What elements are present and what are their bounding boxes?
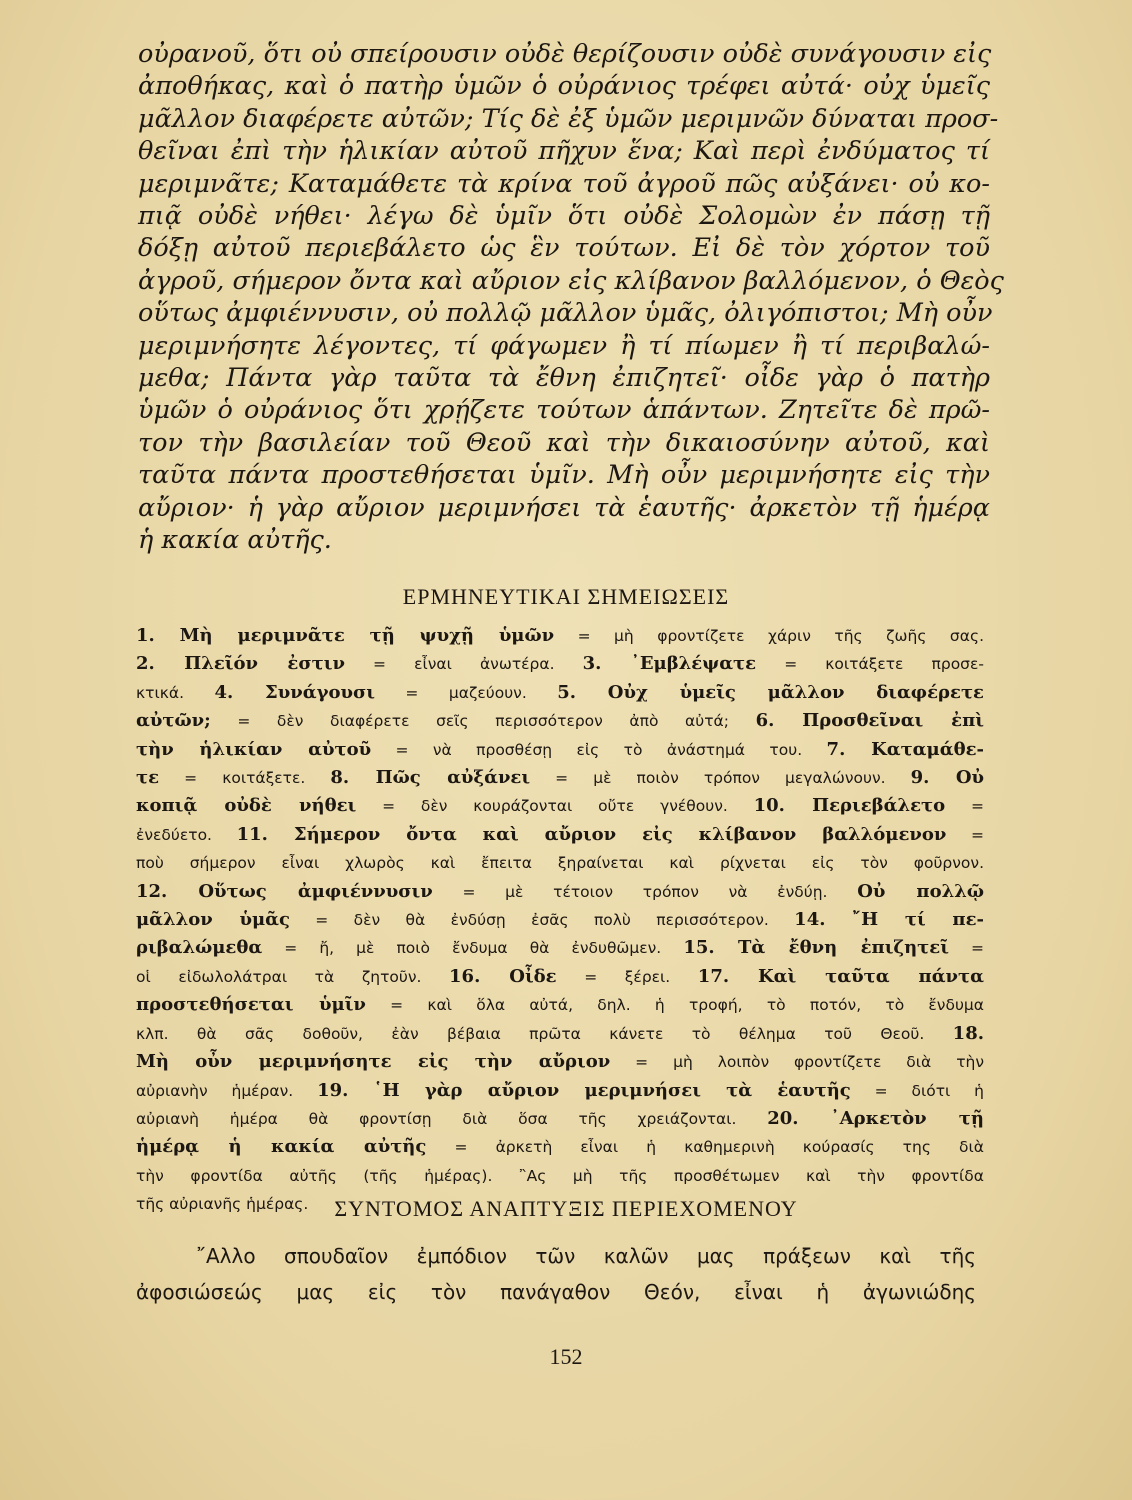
note-term: 8. Πῶς αὐξάνει <box>330 767 531 789</box>
notes-heading: ΕΡΜΗΝΕΥΤΙΚΑΙ ΣΗΜΕΙΩΣΕΙΣ <box>402 584 730 609</box>
note-line <box>136 1105 984 1133</box>
note-term: 1. Μὴ μεριμνᾶτε τῇ ψυχῇ ὑμῶν <box>136 625 555 646</box>
note-line <box>136 1020 984 1048</box>
note-gloss: = καὶ ὅλα αὐτά, δηλ. ἡ τροφή, τὸ ποτόν, τὸ ἔνδυμα <box>365 996 984 1015</box>
note-term: προστεθήσεται ὑμῖν <box>136 994 366 1016</box>
content-summary <box>136 1238 976 1310</box>
note-term: ριβαλώμεθα <box>136 937 263 959</box>
note-term: 20. ᾿Αρκετὸν τῇ <box>767 1107 984 1129</box>
note-gloss: κτικά. <box>136 683 215 702</box>
note-line <box>136 736 984 764</box>
scripture-line: τον τὴν βασιλείαν τοῦ Θεοῦ καὶ τὴν δικαιοσύνην αὐτοῦ, καὶ <box>138 427 990 458</box>
note-gloss: = νὰ προσθέσῃ εἰς τὸ ἀνάστημά του. <box>371 740 827 759</box>
note-term: 16. Οἶδε <box>449 965 557 987</box>
scripture-line: μεριμνᾶτε; Καταμάθετε τὰ κρίνα τοῦ ἀγροῦ πῶς αὐξάνει· οὐ κο- <box>138 168 990 199</box>
scripture-line: μεθα; Πάντα γὰρ ταῦτα τὰ ἔθνη ἐπιζητεῖ· οἶδε γὰρ ὁ πατὴρ <box>138 363 990 394</box>
note-line <box>136 792 984 820</box>
note-line <box>136 906 984 934</box>
summary-heading: ΣΥΝΤΟΜΟΣ ΑΝΑΠΤΥΞΙΣ ΠΕΡΙΕΧΟΜΕΝΟΥ <box>334 1196 798 1221</box>
note-gloss: = δὲν διαφέρετε σεῖς περισσότερον ἀπὸ αὐτά; <box>210 712 756 731</box>
note-gloss: = μὲ ποιὸν τρόπον μεγαλώνουν. <box>530 769 911 788</box>
scripture-line: ταῦτα πάντα προστεθήσεται ὑμῖν. Μὴ οὖν μεριμνήσητε εἰς τὴν <box>138 460 990 491</box>
note-gloss: = ἤ, μὲ ποιὸ ἔνδυμα θὰ ἐνδυθῶμεν. <box>262 939 684 958</box>
note-term: τε <box>136 767 160 789</box>
note-gloss: = δὲν κουράζονται οὔτε γνέθουν. <box>356 797 754 816</box>
summary-line: ῎Αλλο σπουδαῖον ἐμπόδιον τῶν καλῶν μας πράξεων καὶ τῆς <box>196 1244 976 1268</box>
note-line <box>136 821 984 849</box>
note-gloss: τῆς αὐριανῆς ἡμέρας. <box>136 1195 309 1214</box>
note-line <box>136 1048 984 1076</box>
note-line <box>136 849 984 877</box>
note-gloss: = εἶναι ἀνωτέρα. <box>344 655 583 674</box>
note-term: κοπιᾷ οὐδὲ νήθει <box>136 795 357 817</box>
scripture-line: ἀποθήκας, καὶ ὁ πατὴρ ὑμῶν ὁ οὐράνιος τρέφει αὐτά· οὐχ ὑμεῖς <box>138 71 990 102</box>
note-line <box>136 963 984 991</box>
page-number: 152 <box>549 1344 583 1369</box>
note-line <box>136 1133 984 1161</box>
note-term: ἡμέρᾳ ἡ κακία αὐτῆς <box>136 1136 427 1158</box>
note-term: 15. Τὰ ἔθνη ἐπιζητεῖ <box>683 937 949 959</box>
note-term: 4. Συνάγουσι <box>214 681 375 703</box>
note-line <box>136 622 984 650</box>
scripture-line: ἡ κακία αὐτῆς. <box>138 525 332 556</box>
note-term: 12. Οὕτως ἀμφιέννυσιν <box>136 880 433 902</box>
note-gloss: = <box>945 797 984 816</box>
explanatory-notes <box>136 622 984 1219</box>
scripture-line: ὑμῶν ὁ οὐράνιος ὅτι χρῄζετε τούτων ἁπάντων. Ζητεῖτε δὲ πρῶ- <box>138 395 990 426</box>
scripture-line: μεριμνήσητε λέγοντες, τί φάγωμεν ἢ τί πίωμεν ἢ τί περιβαλώ- <box>138 330 990 361</box>
note-gloss: αὐριανὴν ἡμέραν. <box>136 1081 318 1100</box>
note-line <box>136 991 984 1019</box>
note-term: 17. Καὶ ταῦτα πάντα <box>697 965 984 987</box>
note-gloss: = <box>946 825 984 844</box>
note-gloss: = διότι ἡ <box>850 1081 984 1100</box>
note-line <box>136 707 984 735</box>
note-gloss: = δὲν θὰ ἐνδύσῃ ἐσᾶς πολὺ περισσότερον. <box>289 911 795 930</box>
note-gloss: = μὴ λοιπὸν φροντίζετε διὰ τὴν <box>610 1053 984 1072</box>
note-gloss: = μαζεύουν. <box>374 683 558 702</box>
note-gloss: ἐνεδύετο. <box>136 825 237 844</box>
note-term: τὴν ἡλικίαν αὐτοῦ <box>136 738 372 760</box>
note-term: Μὴ οὖν μεριμνήσητε εἰς τὴν αὔριον <box>136 1051 611 1073</box>
note-gloss: ποὺ σήμερον εἶναι χλωρὸς καὶ ἔπειτα ξηραίνεται καὶ ρίχνεται εἰς τὸν φοῦρνον. <box>136 854 984 873</box>
note-term: 9. Οὐ <box>910 767 984 789</box>
summary-line: ἀφοσιώσεώς μας εἰς τὸν πανάγαθον Θεόν, εἶναι ἡ ἀγωνιώδης <box>136 1280 976 1304</box>
note-gloss: = κοιτάξετε. <box>159 769 331 788</box>
note-term: 14. ῎Η τί πε- <box>794 909 984 931</box>
note-term: 18. <box>952 1022 984 1044</box>
scripture-line: δόξῃ αὐτοῦ περιεβάλετο ὡς ἓν τούτων. Εἰ δὲ τὸν χόρτον τοῦ <box>138 233 990 264</box>
note-term: 6. Προσθεῖναι ἐπὶ <box>755 710 984 732</box>
note-gloss: οἱ εἰδωλολάτραι τὰ ζητοῦν. <box>136 967 450 986</box>
note-gloss: = ἀρκετὴ εἶναι ἡ καθημερινὴ κούρασίς της διὰ <box>426 1138 984 1157</box>
note-term: 19. ῾Η γὰρ αὔριον μεριμνήσει τὰ ἑαυτῆς <box>317 1079 851 1101</box>
note-term: 10. Περιεβάλετο <box>753 795 946 817</box>
note-gloss: = κοιτάξετε προσε- <box>756 655 984 674</box>
scripture-line: ἀγροῦ, σήμερον ὄντα καὶ αὔριον εἰς κλίβανον βαλλόμενον, ὁ Θεὸς <box>138 265 1004 296</box>
scripture-line: θεῖναι ἐπὶ τὴν ἡλικίαν αὐτοῦ πῆχυν ἕνα; Καὶ περὶ ἐνδύματος τί <box>138 136 990 167</box>
note-gloss: = ξέρει. <box>556 967 698 986</box>
scripture-line: οὕτως ἀμφιέννυσιν, οὐ πολλῷ μᾶλλον ὑμᾶς, ὀλιγόπιστοι; Μὴ οὖν <box>138 298 993 329</box>
note-term: 5. Οὐχ ὑμεῖς μᾶλλον διαφέρετε <box>557 681 984 703</box>
note-term: 3. ᾿Εμβλέψατε <box>582 653 757 675</box>
note-line <box>136 650 984 678</box>
note-term: 2. Πλεῖόν ἐστιν <box>136 653 345 675</box>
note-line <box>136 934 984 962</box>
note-term: Οὐ πολλῷ <box>857 880 984 902</box>
note-gloss: τὴν φροντίδα αὐτῆς (τῆς ἡμέρας). ῍Ας μὴ τῆς προσθέτωμεν καὶ τὴν φροντίδα <box>136 1166 984 1185</box>
note-line <box>136 764 984 792</box>
note-line <box>136 679 984 707</box>
note-term: 7. Καταμάθε- <box>826 738 984 760</box>
scripture-text <box>138 38 1004 557</box>
scripture-line: πιᾷ οὐδὲ νήθει· λέγω δὲ ὑμῖν ὅτι οὐδὲ Σολομὼν ἐν πάσῃ τῇ <box>138 201 990 232</box>
note-term: 11. Σήμερον ὄντα καὶ αὔριον εἰς κλίβανον βαλλόμενον <box>236 823 947 845</box>
note-line <box>136 878 984 906</box>
note-gloss: = μὲ τέτοιον τρόπον νὰ ἐνδύῃ. <box>432 882 858 901</box>
note-line <box>136 1077 984 1105</box>
note-term: μᾶλλον ὑμᾶς <box>136 909 290 931</box>
note-gloss: αὐριανὴ ἡμέρα θὰ φροντίσῃ διὰ ὅσα τῆς χρειάζονται. <box>136 1109 768 1128</box>
note-gloss: = μὴ φροντίζετε χάριν τῆς ζωῆς σας. <box>554 627 984 645</box>
scripture-line: μᾶλλον διαφέρετε αὐτῶν; Τίς δὲ ἐξ ὑμῶν μεριμνῶν δύναται προσ- <box>138 103 999 134</box>
scripture-line: αὔριον· ἡ γὰρ αὔριον μεριμνήσει τὰ ἑαυτῆς· ἀρκετὸν τῇ ἡμέρᾳ <box>138 492 990 523</box>
note-gloss: = <box>948 939 984 958</box>
note-term: αὐτῶν; <box>136 710 211 732</box>
scripture-line: οὐρανοῦ, ὅτι οὐ σπείρουσιν οὐδὲ θερίζουσιν οὐδὲ συνάγουσιν εἰς <box>138 39 992 69</box>
note-gloss: κλπ. θὰ σᾶς δοθοῦν, ἐὰν βέβαια πρῶτα κάνετε τὸ θέλημα τοῦ Θεοῦ. <box>136 1024 953 1043</box>
note-line <box>136 1162 984 1190</box>
